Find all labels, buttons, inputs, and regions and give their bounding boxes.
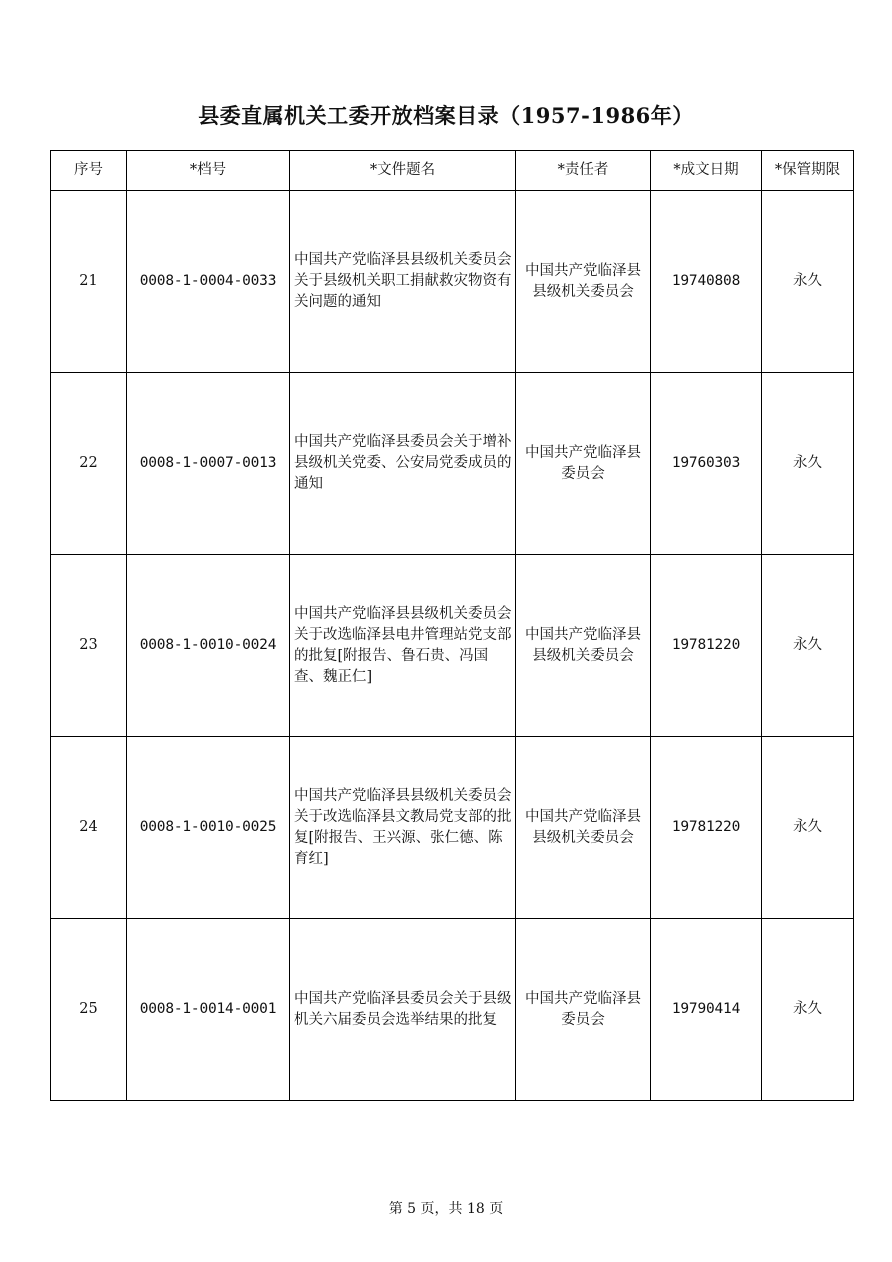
cell-doc-title: 中国共产党临泽县县级机关委员会关于改选临泽县文教局党支部的批复[附报告、王兴源、张仁德、陈育红] bbox=[290, 737, 516, 919]
cell-retention: 永久 bbox=[762, 373, 854, 555]
table-row bbox=[51, 373, 854, 555]
catalog-table bbox=[50, 150, 854, 1101]
column-header-doc-title: *文件题名 bbox=[290, 151, 516, 191]
cell-doc-title: 中国共产党临泽县县级机关委员会关于改选临泽县电井管理站党支部的批复[附报告、鲁石贵、冯国查、魏正仁] bbox=[290, 555, 516, 737]
cell-doc-title: 中国共产党临泽县县级机关委员会关于县级机关职工捐献救灾物资有关问题的通知 bbox=[290, 191, 516, 373]
cell-date: 19760303 bbox=[651, 373, 762, 555]
cell-archive-no: 0008-1-0010-0024 bbox=[127, 555, 290, 737]
cell-archive-no: 0008-1-0007-0013 bbox=[127, 373, 290, 555]
cell-seq: 25 bbox=[51, 919, 127, 1101]
cell-responsible: 中国共产党临泽县县级机关委员会 bbox=[516, 555, 651, 737]
cell-date: 19790414 bbox=[651, 919, 762, 1101]
cell-doc-title: 中国共产党临泽县委员会关于县级机关六届委员会选举结果的批复 bbox=[290, 919, 516, 1101]
table-row bbox=[51, 737, 854, 919]
cell-archive-no: 0008-1-0004-0033 bbox=[127, 191, 290, 373]
table-row bbox=[51, 555, 854, 737]
table-row bbox=[51, 191, 854, 373]
cell-seq: 24 bbox=[51, 737, 127, 919]
page-title: 县委直属机关工委开放档案目录（1957-1986年） bbox=[198, 103, 694, 128]
cell-responsible: 中国共产党临泽县委员会 bbox=[516, 373, 651, 555]
cell-retention: 永久 bbox=[762, 737, 854, 919]
column-header-seq: 序号 bbox=[51, 151, 127, 191]
column-header-date: *成文日期 bbox=[651, 151, 762, 191]
column-header-responsible: *责任者 bbox=[516, 151, 651, 191]
page-footer: 第 5 页，共 18 页 bbox=[388, 1201, 504, 1217]
table-row bbox=[51, 919, 854, 1101]
cell-archive-no: 0008-1-0014-0001 bbox=[127, 919, 290, 1101]
header-row bbox=[51, 151, 854, 191]
cell-responsible: 中国共产党临泽县县级机关委员会 bbox=[516, 191, 651, 373]
cell-archive-no: 0008-1-0010-0025 bbox=[127, 737, 290, 919]
cell-retention: 永久 bbox=[762, 191, 854, 373]
cell-retention: 永久 bbox=[762, 919, 854, 1101]
cell-date: 19781220 bbox=[651, 737, 762, 919]
cell-date: 19781220 bbox=[651, 555, 762, 737]
column-header-archive-no: *档号 bbox=[127, 151, 290, 191]
cell-seq: 22 bbox=[51, 373, 127, 555]
column-header-retention: *保管期限 bbox=[762, 151, 854, 191]
cell-doc-title: 中国共产党临泽县委员会关于增补县级机关党委、公安局党委成员的通知 bbox=[290, 373, 516, 555]
cell-date: 19740808 bbox=[651, 191, 762, 373]
cell-retention: 永久 bbox=[762, 555, 854, 737]
cell-seq: 21 bbox=[51, 191, 127, 373]
cell-seq: 23 bbox=[51, 555, 127, 737]
cell-responsible: 中国共产党临泽县委员会 bbox=[516, 919, 651, 1101]
cell-responsible: 中国共产党临泽县县级机关委员会 bbox=[516, 737, 651, 919]
